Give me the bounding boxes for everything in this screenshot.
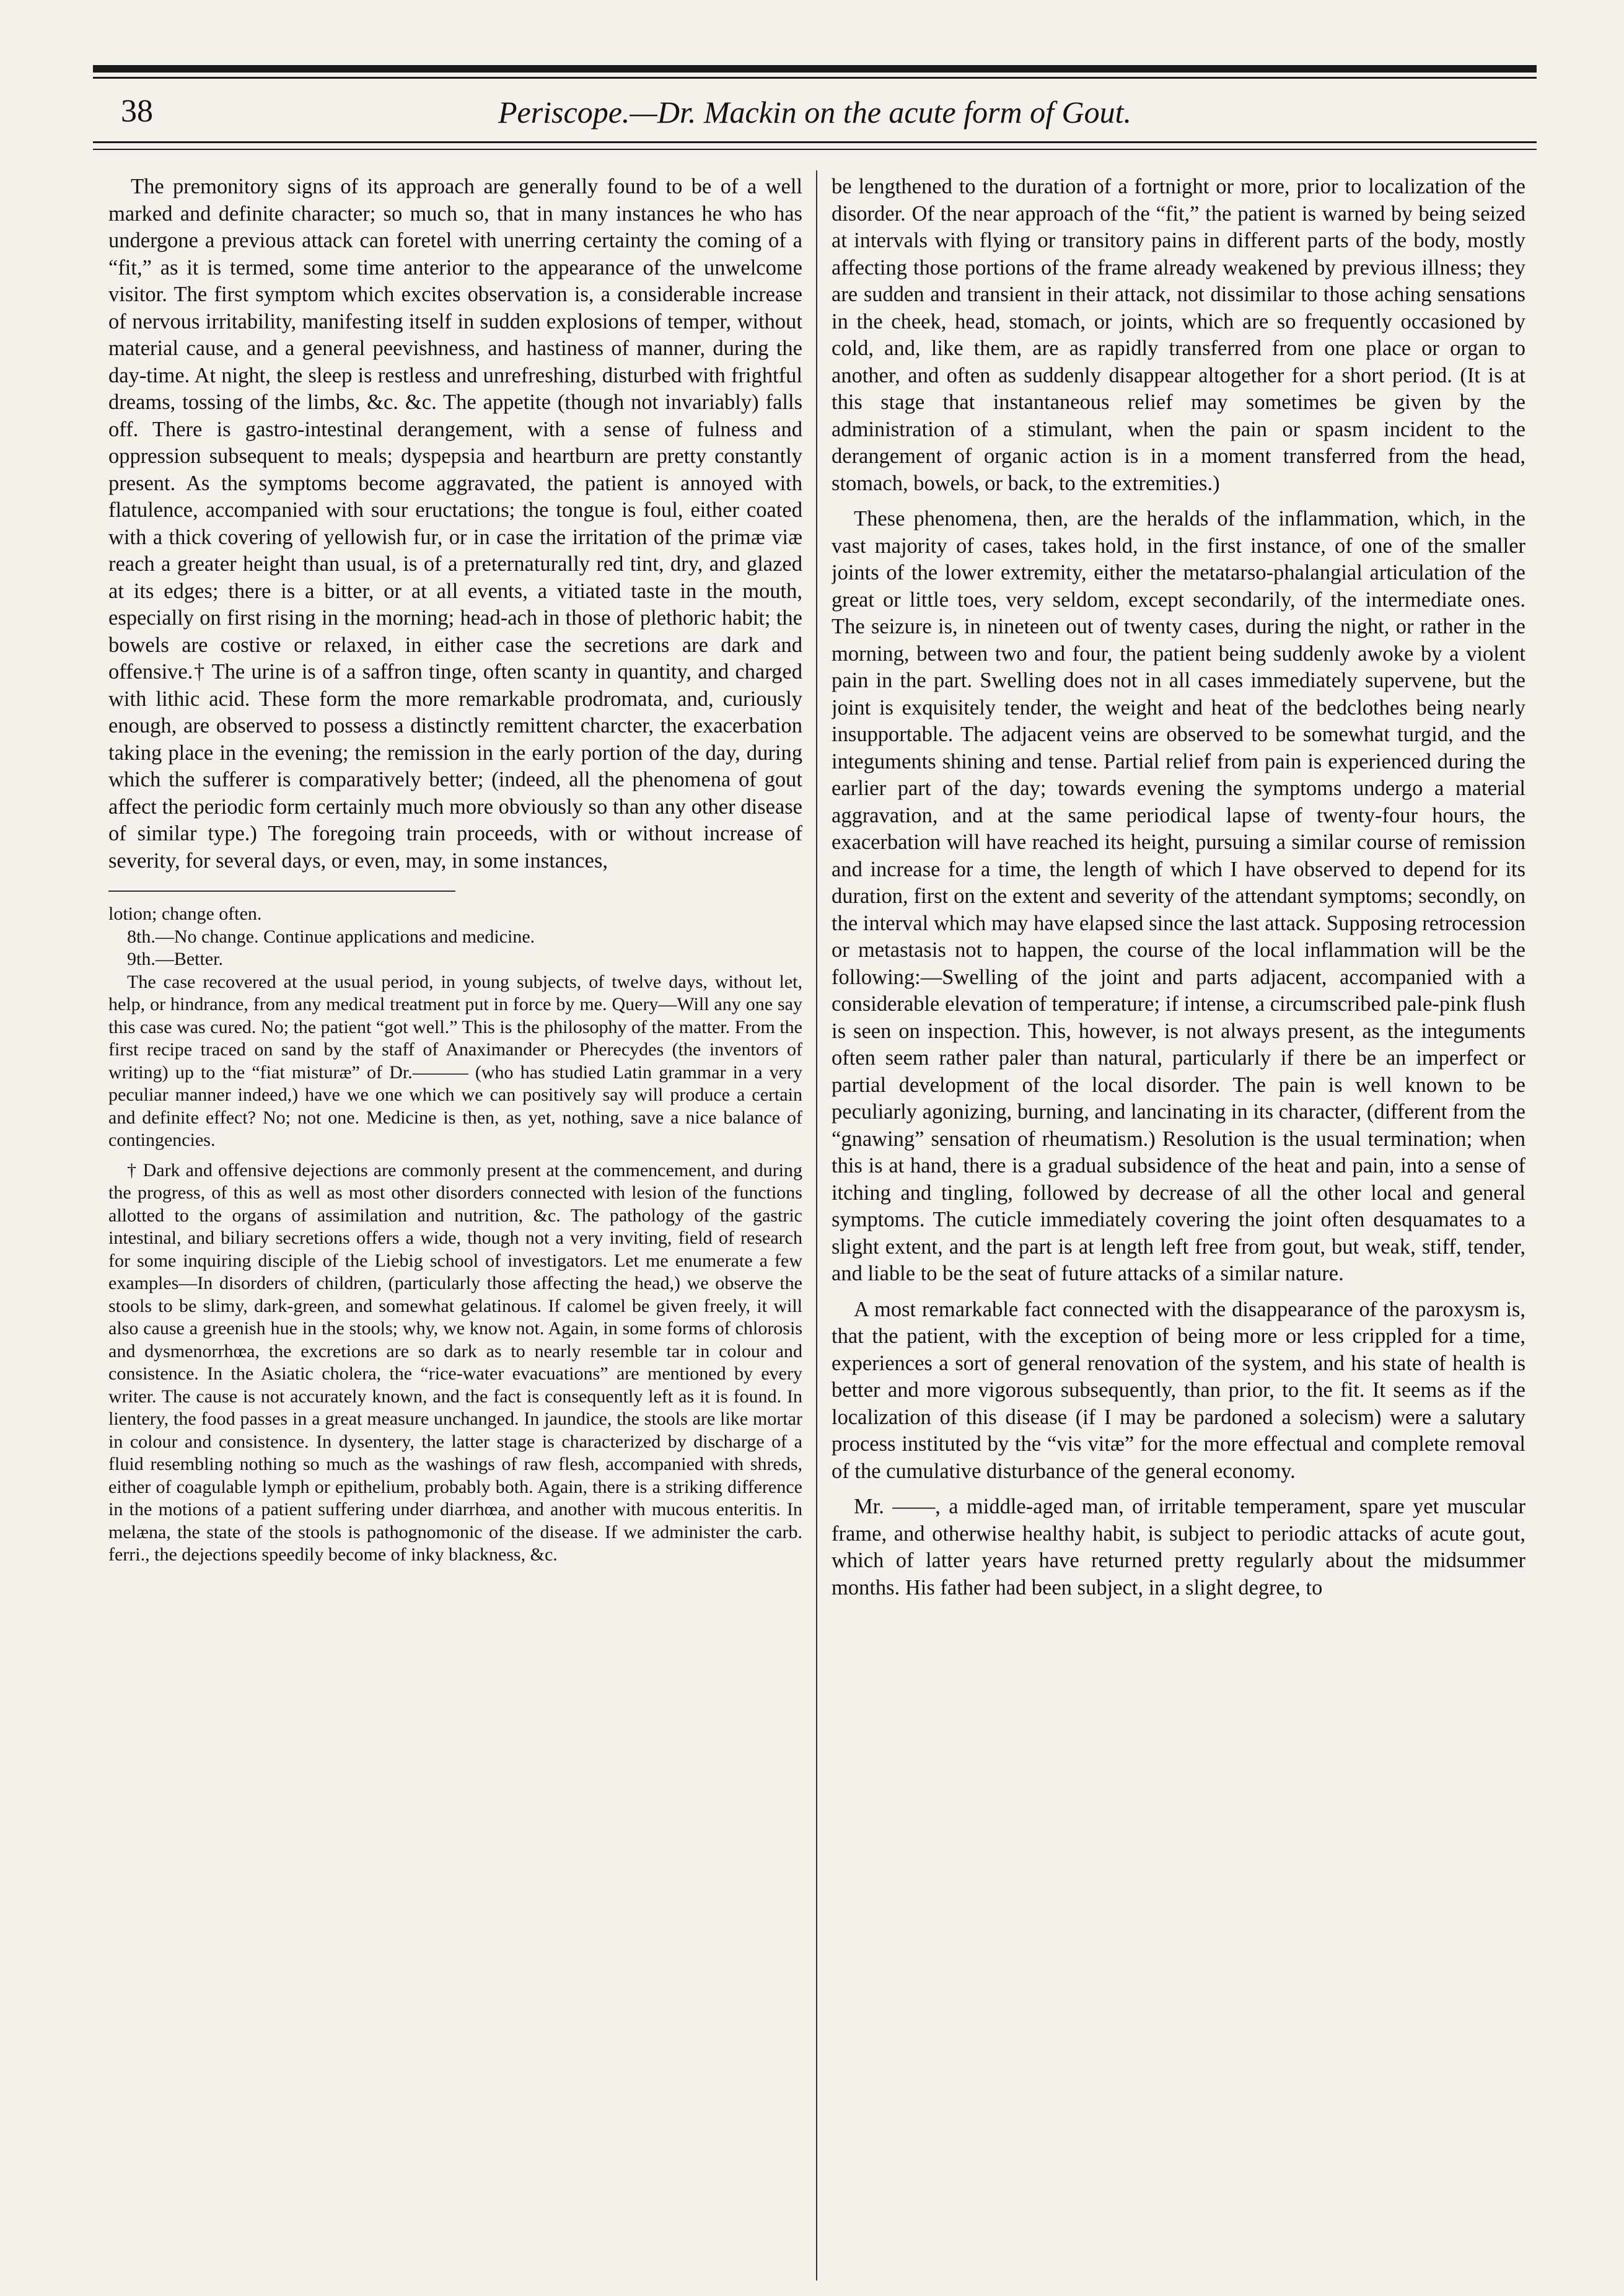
body-paragraph: These phenomena, then, are the heralds of the inflammation, which, in the vast majority of cases, takes hold, in the first instance, of one of the smaller joints of the lower extremity, either the metatarso-phalangial articulation of the great or little toes, very seldom, except secondarily, of the intermediate ones. The seizure is, in nineteen out of twenty cases, during the night, or rather in the morning, between two and four, the patient being suddenly awoke by a violent pain in the part. Swelling does not in all cases immediately supervene, but the joint is exquisitely tender, the weight and heat of the bedclothes being nearly insupportable. The adjacent veins are observed to be somewhat turgid, and the integuments shining and tense. Partial relief from pain is experienced during the earlier part of the day; towards evening the symptoms undergo a material aggravation, and at the same periodical lapse of twenty-four hours, the exacerbation will have reached its height, pursuing a similar course of remission and increase for a time, the length of which I have observed to depend for its duration, first on the extent and severity of the attendant symptoms; secondly, on the interval which may have elapsed since the last attack. Supposing retrocession or metastasis not to happen, the course of the local inflammation will be the following:—Swelling of the joint and parts adjacent, accompanied with a considerable elevation of temperature; if intense, a circumscribed pale-pink flush is seen on inspection. This, however, is not always present, as the integuments often seem rather paler than natural, particularly if there be an imperfect or partial development of the local disorder. The pain is well known to be peculiarly agonizing, burning, and lancinating in its character, (different from the “gnawing” sensation of rheumatism.) Resolution is the usual termination; when this is at hand, there is a gradual subsidence of the heat and pain, into a sense of itching and tingling, followed by decrease of all the other local and general symptoms. The cuticle immediately covering the joint often desquamates to a slight extent, and the part is at length left free from gout, but weak, stiff, tender, and liable to be the seat of future attacks of a similar nature.: [832, 507, 1525, 1285]
page-header: [93, 93, 1537, 143]
footnote-rule: [108, 891, 455, 892]
body-paragraph: A most remarkable fact connected with the disappearance of the paroxysm is, that the patient, with the exception of being more or less crippled for a time, experiences a sort of general renovation of the system, and his state of health is better and more vigorous subsequently, than prior, to the fit. It seems as if the localization of this disease (if I may be pardoned a solecism) were a salutary process instituted by the “vis vitæ” for the more effectual and complete removal of the cumulative disturbance of the general economy.: [832, 1297, 1525, 1483]
right-column: [832, 174, 1525, 1601]
running-head: Periscope.—Dr. Mackin on the acute form of Gout.: [498, 95, 1132, 130]
footnote-line: 8th.—No change. Continue applications and medicine.: [127, 926, 535, 947]
footnote-dagger: † Dark and offensive dejections are commonly present at the commencement, and during the progress, of this as well as most other disorders connected with lesion of the functions allotted to the organs of assimilation and nutrition, &c. The pathology of the gastric intestinal, and biliary secretions offers a wide, though not a very inviting, field of research for some inquiring disciple of the Liebig school of investigators. Let me enumerate a few examples—In disorders of children, (particularly those affecting the head,) we observe the stools to be slimy, dark-green, and somewhat gelatinous. If calomel be given freely, it will also cause a greenish hue in the stools; why, we know not. Again, in some forms of chlorosis and dysmenorrhœa, the excretions are so dark as to nearly resemble tar in colour and consistence. In the Asiatic cholera, the “rice-water evacuations” are mentioned by every writer. The cause is not accurately known, and the fact is consequently left as it is found. In lientery, the food passes in a great measure unchanged. In jaundice, the stools are like mortar in colour and consistence. In dysentery, the latter stage is characterized by discharge of a fluid resembling nothing so much as the washings of raw flesh, accompanied with shreds, either of coagulable lymph or epithelium, probably both. Again, there is a striking difference in the motions of a patient suffering under diarrhœa, and another with mucous enteritis. In melæna, the state of the stools is pathognomonic of the disease. If we administer the carb. ferri., the dejections speedily become of inky blackness, &c.: [108, 1159, 802, 1565]
footnote-paragraph: The case recovered at the usual period, in young subjects, of twelve days, without let, help, or hindrance, from any medical treatment put in force by me. Query—Will any one say this case was cured. No; the patient “got well.” This is the philosophy of the matter. From the first recipe traced on sand by the staff of Anaximander or Pherecydes (the inventors of writing) up to the “fiat misturæ” of Dr.——— (who has studied Latin grammar in a very peculiar manner indeed,) have we one which we can positively say will produce a certain and definite effect? No; not one. Medicine is then, as yet, nothing, save a nice balance of contingencies.: [108, 971, 802, 1150]
body-paragraph: The premonitory signs of its approach are generally found to be of a well marked and definite character; so much so, that in many instances he who has undergone a previous attack can foretel with unerring certainty the coming of a “fit,” as it is termed, some time anterior to the appearance of the unwelcome visitor. The first symptom which excites observation is, a considerable increase of nervous irritability, manifesting itself in sudden explosions of temper, without material cause, and a general peevishness, and hastiness of manner, during the day-time. At night, the sleep is restless and unrefreshing, disturbed with frightful dreams, tossing of the limbs, &c. &c. The appetite (though not invariably) falls off. There is gastro-intestinal derangement, with a sense of fulness and oppression subsequent to meals; dyspepsia and heartburn are pretty constantly present. As the symptoms become aggravated, the patient is annoyed with flatulence, accompanied with sour eructations; the tongue is foul, either coated with a thick covering of yellowish fur, or in case the irritation of the primæ viæ reach a greater height than usual, is of a preternaturally red tint, dry, and glazed at its edges; there is a bitter, or at all events, a vitiated taste in the mouth, especially on first rising in the morning; head-ach in those of plethoric habit; the bowels are costive or relaxed, in either case the secretions are dark and offensive.† The urine is of a saffron tinge, often scanty in quantity, and charged with lithic acid. These form the more remarkable prodromata, and, curiously enough, are observed to possess a distinctly remittent charcter, the exacerbation taking place in the evening; the remission in the early portion of the day, during which the sufferer is comparatively better; (indeed, all the phenomena of gout affect the periodic form certainly much more obviously so than any other disease of similar type.) The foregoing train proceeds, with or without increase of severity, for several days, or even, may, in some instances,: [108, 175, 802, 873]
header-rule: [93, 141, 1537, 143]
column-divider: [816, 170, 817, 2281]
left-column: [108, 174, 802, 1567]
top-border-rule: [93, 65, 1537, 73]
page-number: 38: [121, 94, 153, 129]
footnote-line: 9th.—Better.: [127, 949, 223, 969]
body-paragraph: Mr. ——, a middle-aged man, of irritable temperament, spare yet muscular frame, and otherwise healthy habit, is subject to periodic attacks of acute gout, which of latter years have returned pretty regularly about the midsummer months. His father had been subject, in a slight degree, to: [832, 1495, 1525, 1599]
header-rule-thin: [93, 149, 1537, 150]
footnotes: [108, 903, 802, 1567]
footnote-line: lotion; change often.: [108, 904, 262, 924]
body-paragraph: be lengthened to the duration of a fortnight or more, prior to localization of the disorder. Of the near approach of the “fit,” the patient is warned by being seized at intervals with flying or transitory pains in different parts of the body, mostly affecting those portions of the frame already weakened by previous illness; they are sudden and transient in their attack, not dissimilar to those aching sensations in the cheek, head, stomach, or joints, which are so frequently occasioned by cold, and, like them, are as rapidly transferred from one place or organ to another, and often as suddenly disappear altogether for a short period. (It is at this stage that instantaneous relief may sometimes be given by the administration of a stimulant, when the pain or spasm incident to the derangement of organic action is in a moment transferred from the head, stomach, bowels, or back, to the extremities.): [832, 175, 1525, 495]
top-border-rule-thin: [93, 77, 1537, 79]
